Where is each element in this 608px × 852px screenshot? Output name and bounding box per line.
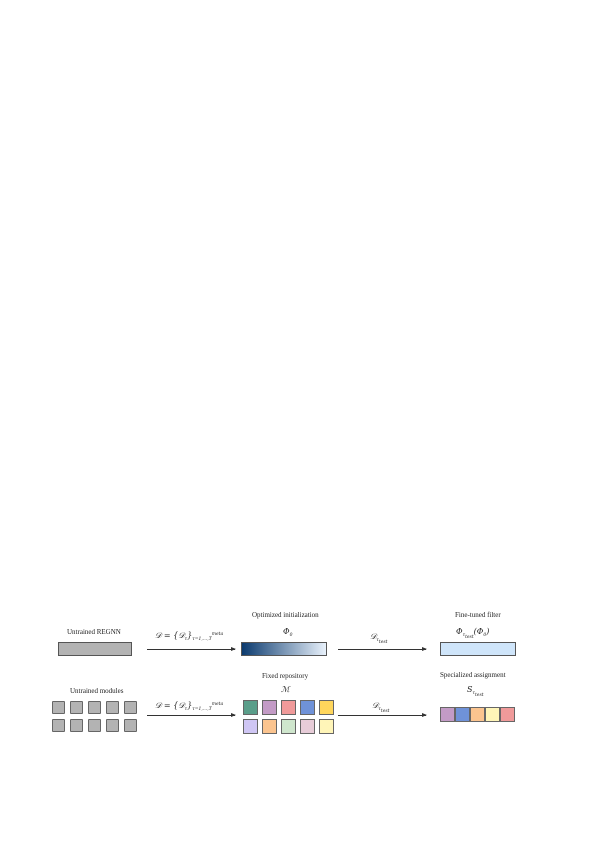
assignment-symbol: $S_{\tau_{test}}$ [467, 685, 484, 698]
arrow-meta-train-top [147, 649, 235, 650]
untrained-module [106, 719, 119, 732]
assigned-module [470, 707, 485, 722]
arrow-assign-bottom [338, 715, 426, 716]
untrained-regnn-box [58, 642, 132, 656]
untrained-module [70, 719, 83, 732]
untrained-module [106, 701, 119, 714]
test-dataset-formula-bottom: 𝒟$_{\tau_{test}}$ [372, 701, 390, 714]
repository-module [319, 700, 334, 715]
meta-train-dataset-formula-top: 𝒟 = $\{𝒟_\tau\}_{\tau=1,\dots,T}^{meta}$ [155, 631, 224, 642]
untrained-module [52, 719, 65, 732]
repository-module [243, 700, 258, 715]
untrained-module [52, 701, 65, 714]
assigned-module [440, 707, 455, 722]
untrained-modules-label: Untrained modules [70, 687, 124, 695]
test-dataset-formula-top: 𝒟$_{\tau_{test}}$ [370, 632, 388, 645]
arrow-finetune-top [338, 649, 426, 650]
fixed-repository-label: Fixed repository [262, 672, 309, 680]
fine-tuned-filter-label: Fine-tuned filter [455, 611, 501, 619]
repository-module [281, 700, 296, 715]
untrained-module [124, 719, 137, 732]
repository-module [319, 719, 334, 734]
untrained-module [88, 701, 101, 714]
meta-train-dataset-formula-bottom: 𝒟 = $\{𝒟_\tau\}_{\tau=1,\dots,T}^{meta}$ [155, 701, 224, 712]
repository-module [243, 719, 258, 734]
assigned-module [485, 707, 500, 722]
untrained-module [124, 701, 137, 714]
optimized-initialization-box [241, 642, 327, 656]
assigned-module [455, 707, 470, 722]
repository-module [262, 700, 277, 715]
untrained-module [70, 701, 83, 714]
arrow-meta-train-bottom [147, 715, 235, 716]
assigned-module [500, 707, 515, 722]
untrained-module [88, 719, 101, 732]
repository-module [300, 719, 315, 734]
repository-module [262, 719, 277, 734]
fine-tuned-filter-formula: $\Phi_{\tau_{test}}(\Phi_0)$ [456, 627, 490, 640]
phi-zero-symbol: $\Phi_0$ [283, 627, 293, 638]
repository-module [300, 700, 315, 715]
optimized-initialization-label: Optimized initialization [252, 611, 319, 619]
repository-symbol: ℳ [281, 685, 290, 694]
repository-module [281, 719, 296, 734]
fine-tuned-filter-box [440, 642, 516, 656]
specialized-assignment-label: Specialized assignment [440, 671, 506, 679]
untrained-regnn-label: Untrained REGNN [67, 628, 121, 636]
